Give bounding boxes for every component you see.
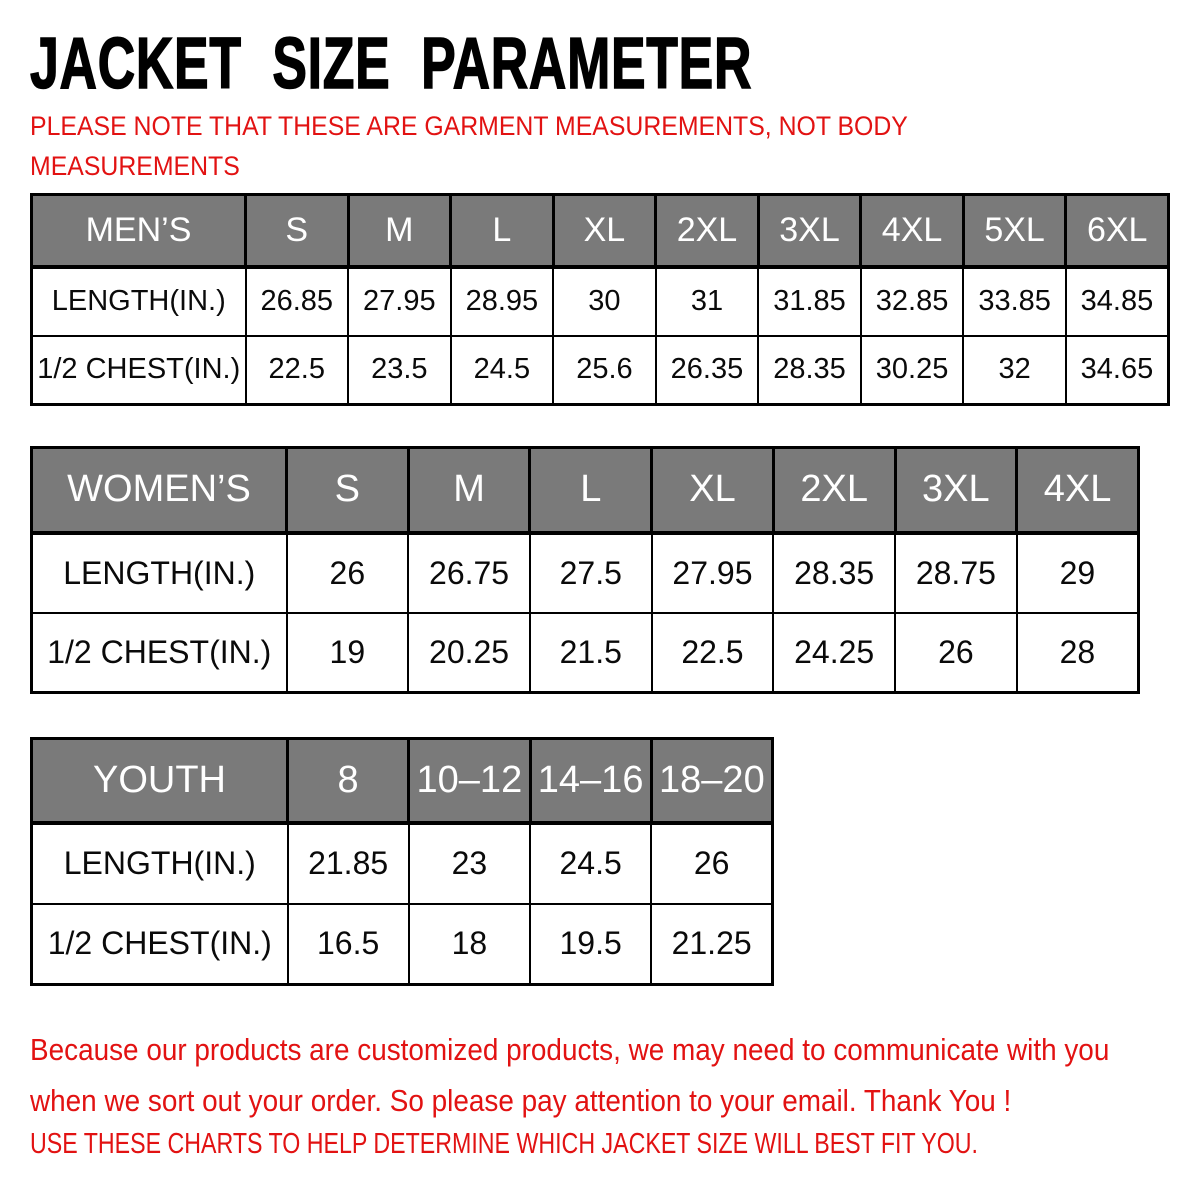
mens-header-label: MEN’S xyxy=(32,195,246,267)
header-row xyxy=(32,739,773,823)
measurement-cell: 32 xyxy=(963,336,1066,405)
size-column-header: L xyxy=(451,195,554,267)
mens-size-table xyxy=(30,193,1170,406)
size-column-header: 4XL xyxy=(861,195,964,267)
measurement-cell: 29 xyxy=(1017,533,1139,613)
size-column-header: M xyxy=(408,448,530,533)
womens-table xyxy=(30,446,1140,694)
garment-note-line1: PLEASE NOTE THAT THESE ARE GARMENT MEASUREMENTS, NOT BODY xyxy=(30,111,908,141)
measurement-cell: 31 xyxy=(656,267,759,336)
measurement-cell: 20.25 xyxy=(408,613,530,693)
size-column-header: 5XL xyxy=(963,195,1066,267)
measurement-cell: 25.6 xyxy=(553,336,656,405)
measurement-cell: 31.85 xyxy=(758,267,861,336)
measurement-cell: 24.5 xyxy=(530,823,651,904)
measurement-cell: 33.85 xyxy=(963,267,1066,336)
measurement-cell: 21.5 xyxy=(530,613,652,693)
measurement-cell: 16.5 xyxy=(288,904,409,985)
measurement-cell: 26.35 xyxy=(656,336,759,405)
size-column-header: 2XL xyxy=(773,448,895,533)
row-label: LENGTH(IN.) xyxy=(32,267,246,336)
measurement-cell: 19 xyxy=(287,613,409,693)
size-column-header: 3XL xyxy=(895,448,1017,533)
measurement-cell: 24.25 xyxy=(773,613,895,693)
header-row xyxy=(32,448,1139,533)
measurement-cell: 19.5 xyxy=(530,904,651,985)
size-column-header: 8 xyxy=(288,739,409,823)
row-label: LENGTH(IN.) xyxy=(32,823,288,904)
page-title: JACKET SIZE PARAMETER xyxy=(30,24,753,104)
size-column-header: L xyxy=(530,448,652,533)
youth-header-label: YOUTH xyxy=(32,739,288,823)
customization-notice-line2: when we sort out your order. So please pay attention to your email. Thank You ! xyxy=(30,1083,1012,1118)
measurement-cell: 21.25 xyxy=(651,904,772,985)
table-row xyxy=(32,533,1139,613)
measurement-cell: 24.5 xyxy=(451,336,554,405)
measurement-cell: 26.75 xyxy=(408,533,530,613)
table-row xyxy=(32,267,1169,336)
size-column-header: XL xyxy=(652,448,774,533)
measurement-cell: 27.5 xyxy=(530,533,652,613)
measurement-cell: 22.5 xyxy=(652,613,774,693)
youth-table xyxy=(30,737,774,986)
measurement-cell: 28.35 xyxy=(773,533,895,613)
measurement-cell: 22.5 xyxy=(246,336,349,405)
measurement-cell: 27.95 xyxy=(652,533,774,613)
fit-guidance-note: USE THESE CHARTS TO HELP DETERMINE WHICH JACKET SIZE WILL BEST FIT YOU. xyxy=(30,1128,978,1160)
garment-note xyxy=(30,106,908,186)
measurement-cell: 32.85 xyxy=(861,267,964,336)
measurement-cell: 21.85 xyxy=(288,823,409,904)
size-column-header: 18–20 xyxy=(651,739,772,823)
customization-notice-line1: Because our products are customized products, we may need to communicate with you xyxy=(30,1032,1110,1067)
measurement-cell: 30.25 xyxy=(861,336,964,405)
garment-note-line2: MEASUREMENTS xyxy=(30,151,240,181)
table-row xyxy=(32,823,773,904)
header-row xyxy=(32,195,1169,267)
table-row xyxy=(32,904,773,985)
measurement-cell: 23.5 xyxy=(348,336,451,405)
womens-size-table xyxy=(30,446,1140,694)
size-column-header: 6XL xyxy=(1066,195,1169,267)
measurement-cell: 27.95 xyxy=(348,267,451,336)
measurement-cell: 28 xyxy=(1017,613,1139,693)
measurement-cell: 28.35 xyxy=(758,336,861,405)
measurement-cell: 23 xyxy=(409,823,530,904)
customization-notice xyxy=(30,1024,1109,1126)
size-column-header: 3XL xyxy=(758,195,861,267)
table-row xyxy=(32,336,1169,405)
measurement-cell: 28.95 xyxy=(451,267,554,336)
size-column-header: 14–16 xyxy=(530,739,651,823)
size-column-header: 10–12 xyxy=(409,739,530,823)
mens-table xyxy=(30,193,1170,406)
size-column-header: XL xyxy=(553,195,656,267)
measurement-cell: 28.75 xyxy=(895,533,1017,613)
measurement-cell: 18 xyxy=(409,904,530,985)
measurement-cell: 30 xyxy=(553,267,656,336)
size-column-header: S xyxy=(246,195,349,267)
size-column-header: 4XL xyxy=(1017,448,1139,533)
measurement-cell: 26 xyxy=(287,533,409,613)
youth-size-table xyxy=(30,737,774,986)
table-row xyxy=(32,613,1139,693)
row-label: LENGTH(IN.) xyxy=(32,533,287,613)
measurement-cell: 26 xyxy=(895,613,1017,693)
row-label: 1/2 CHEST(IN.) xyxy=(32,613,287,693)
size-column-header: 2XL xyxy=(656,195,759,267)
size-column-header: M xyxy=(348,195,451,267)
measurement-cell: 34.85 xyxy=(1066,267,1169,336)
measurement-cell: 26.85 xyxy=(246,267,349,336)
measurement-cell: 34.65 xyxy=(1066,336,1169,405)
row-label: 1/2 CHEST(IN.) xyxy=(32,904,288,985)
womens-header-label: WOMEN’S xyxy=(32,448,287,533)
measurement-cell: 26 xyxy=(651,823,772,904)
row-label: 1/2 CHEST(IN.) xyxy=(32,336,246,405)
size-column-header: S xyxy=(287,448,409,533)
